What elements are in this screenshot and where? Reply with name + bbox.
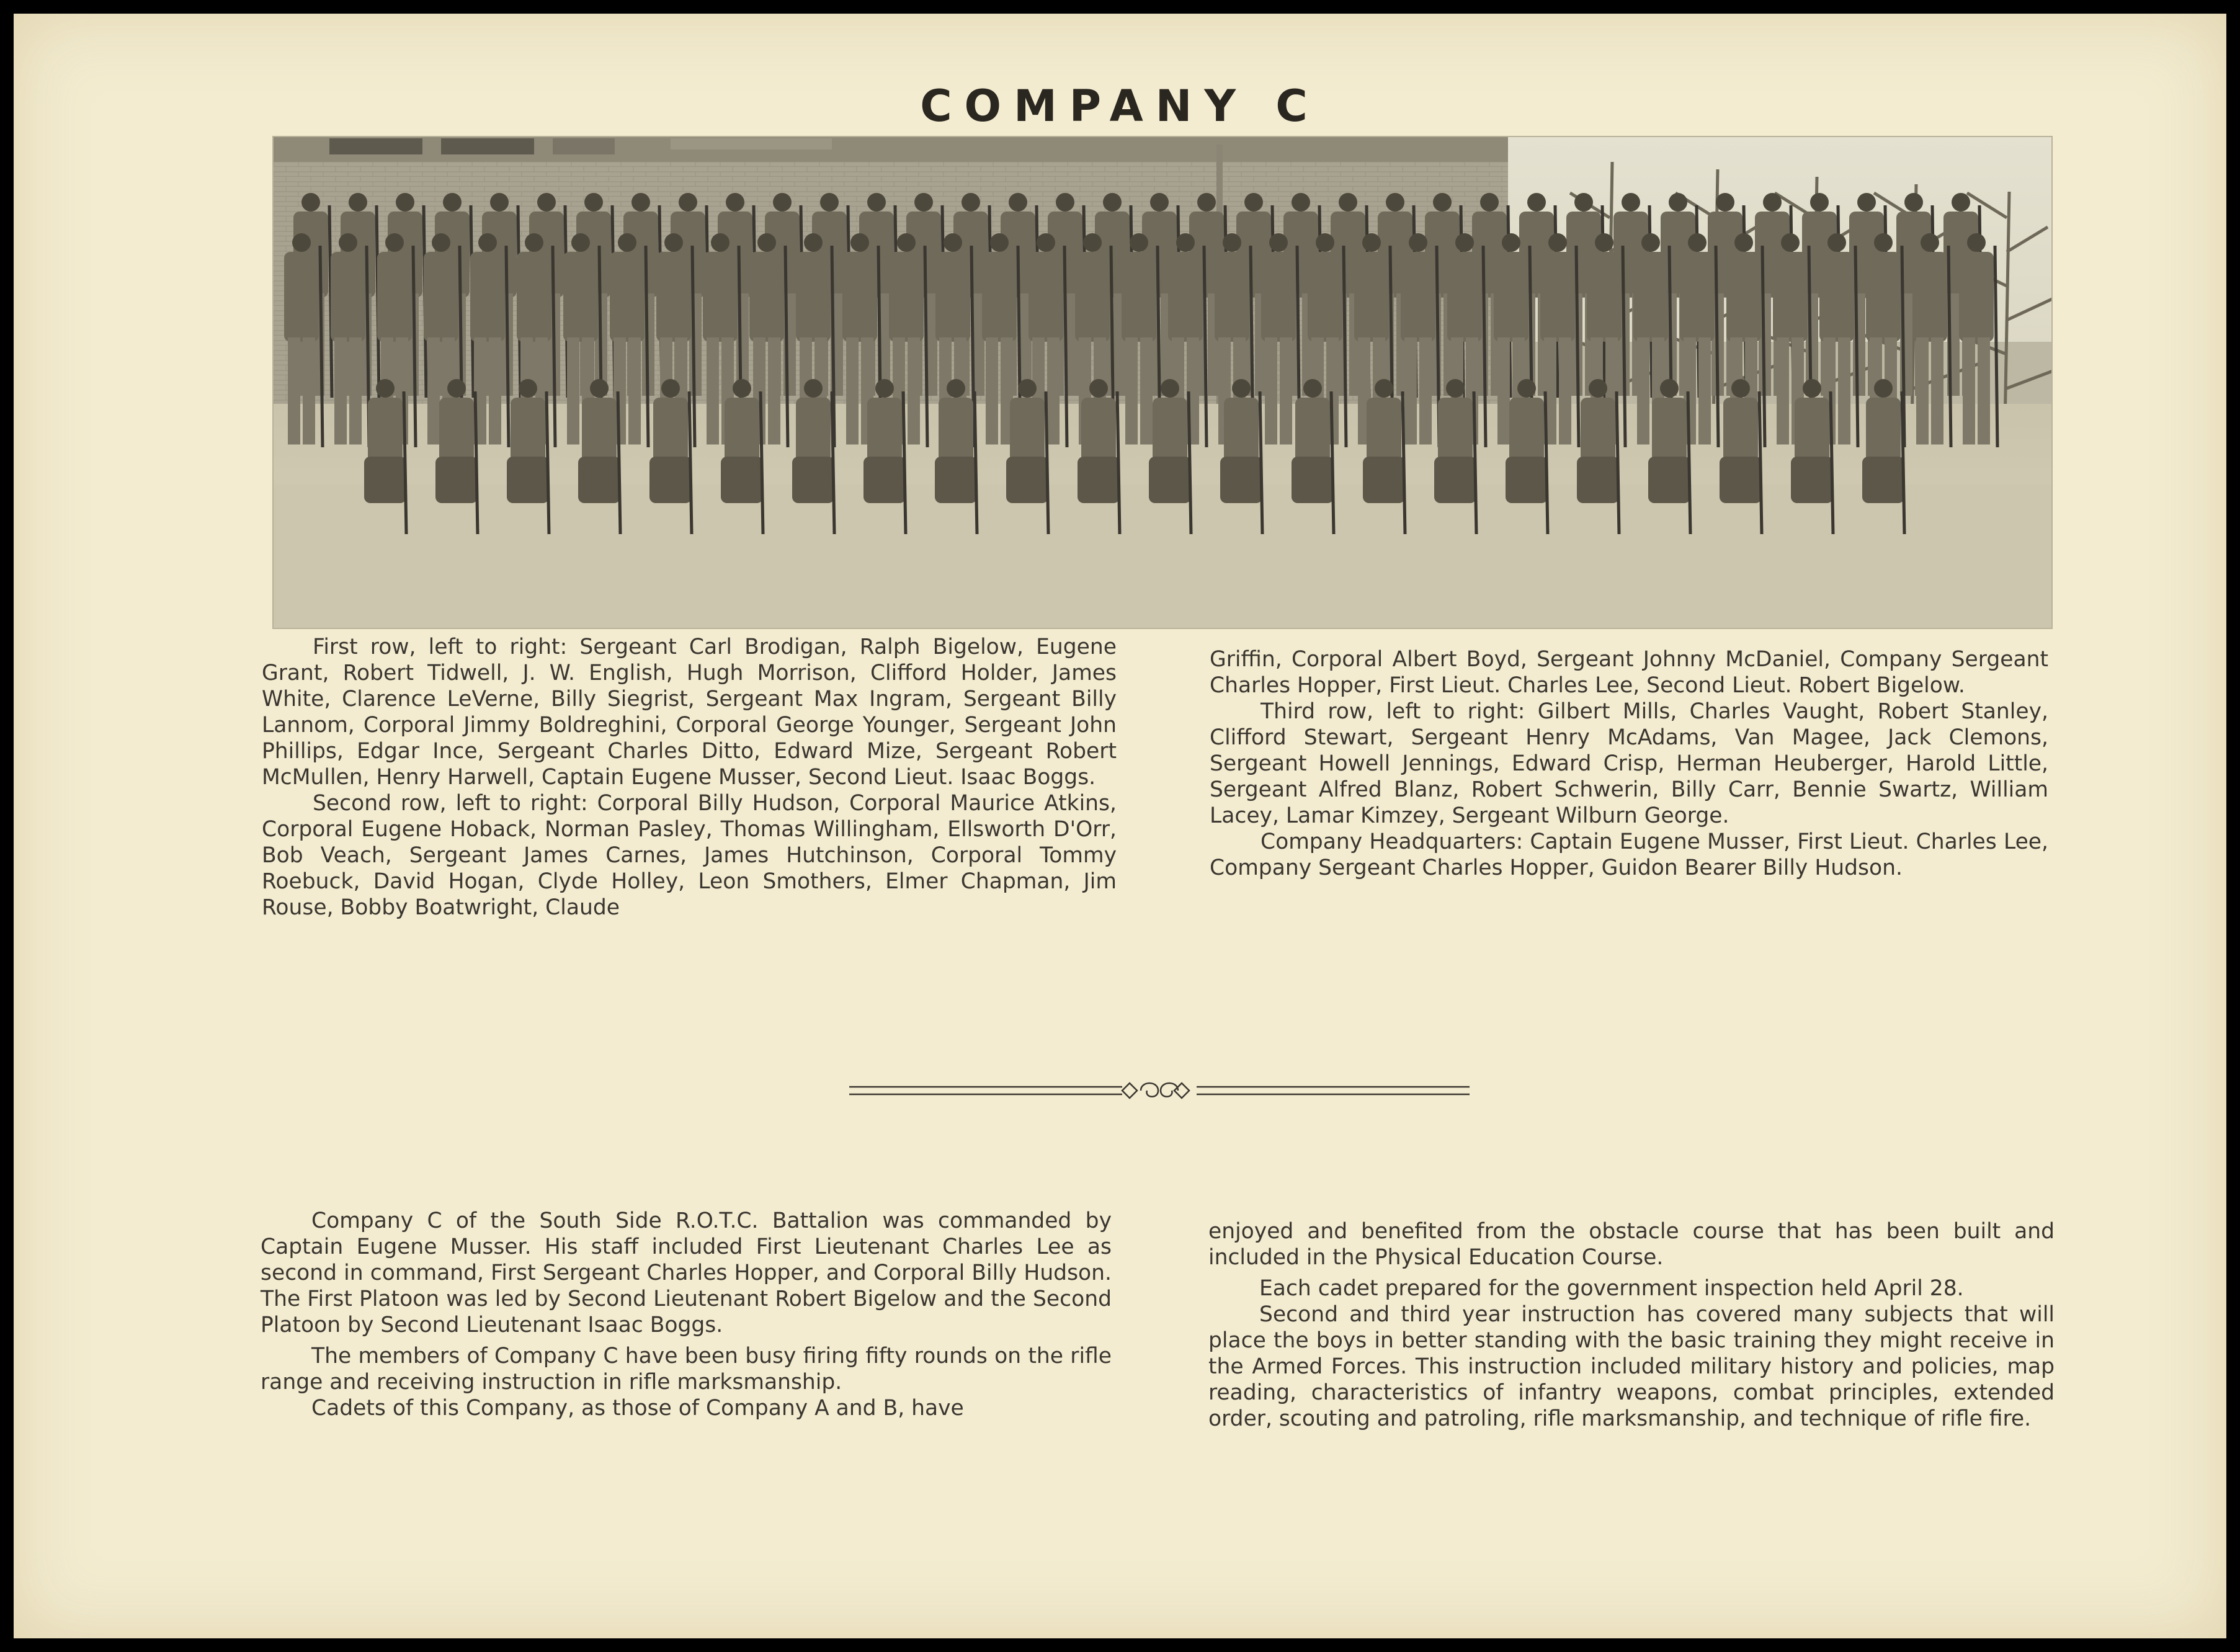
article-paragraph-5: Second and third year instruction has covered many subjects that will place the boys in better standing with the basic training they might receive in the Armed Forces. This instruction included military history and policies, map reading, characteristics of infantry weapons, combat principles, extended order, scouting and patroling, rifle marksmanship, and technique of rifle fire. [1208, 1302, 2055, 1431]
article-paragraph-2: The members of Company C have been busy firing fifty rounds on the rifle range and receiving instruction in rifle marksmanship. [261, 1344, 1112, 1395]
ornamental-divider [849, 1077, 1470, 1104]
page-title: COMPANY C [920, 81, 1320, 132]
caption-first-row: First row, left to right: Sergeant Carl Brodigan, Ralph Bigelow, Eugene Grant, Robert Tidwell, J. W. English, Hugh Morrison, Clifford Holder, James White, Clarence LeVerne, Billy Siegrist, Sergeant Max Ingram, Sergeant Billy Lannom, Corporal Jimmy Boldreghini, Corporal George Younger, Sergeant John Phillips, Edgar Ince, Sergeant Charles Ditto, Edward Mize, Sergeant Robert McMullen, Henry Harwell, Captain Eugene Musser, Second Lieut. Isaac Boggs. [262, 635, 1117, 790]
caption-column-left [262, 634, 1117, 921]
group-photo-image [274, 137, 2051, 628]
article-paragraph-3-continued: enjoyed and benefited from the obstacle course that has been built and included in the Physical Education Course. [1208, 1219, 2055, 1270]
company-group-photo [272, 136, 2053, 629]
article-paragraph-3: Cadets of this Company, as those of Company A and B, have [311, 1396, 964, 1421]
article-column-right [1208, 1218, 2055, 1432]
caption-second-row: Second row, left to right: Corporal Billy Hudson, Corporal Maurice Atkins, Corporal Eugene Hoback, Norman Pasley, Thomas Willingham, Ellsworth D'Orr, Bob Veach, Sergeant James Carnes, James Hutchinson, Corporal Tommy Roebuck, David Hogan, Clyde Holley, Leon Smothers, Elmer Chapman, Jim Rouse, Bobby Boatwright, Claude [262, 791, 1117, 920]
article-column-left [261, 1208, 1112, 1421]
caption-column-right [1210, 646, 2048, 881]
caption-headquarters: Company Headquarters: Captain Eugene Musser, First Lieut. Charles Lee, Company Sergeant Charles Hopper, Guidon Bearer Billy Hudson. [1210, 829, 2048, 880]
caption-third-row: Third row, left to right: Gilbert Mills, Charles Vaught, Robert Stanley, Clifford Stewart, Sergeant Henry McAdams, Van Magee, Jack Clemons, Sergeant Howell Jennings, Edward Crisp, Herman Heuberger, Harold Little, Sergeant Alfred Blanz, Robert Schwerin, Billy Carr, Bennie Swartz, William Lacey, Lamar Kimzey, Sergeant Wilburn George. [1210, 699, 2048, 828]
article-paragraph-4: Each cadet prepared for the government inspection held April 28. [1259, 1276, 1964, 1301]
article-paragraph-1: Company C of the South Side R.O.T.C. Battalion was commanded by Captain Eugene Musser. His staff included First Lieutenant Charles Lee as second in command, First Sergeant Charles Hopper, and Corporal Billy Hudson. The First Platoon was led by Second Lieutenant Robert Bigelow and the Second Platoon by Second Lieutenant Isaac Boggs. [261, 1208, 1112, 1337]
caption-second-row-continued: Griffin, Corporal Albert Boyd, Sergeant Johnny McDaniel, Company Sergeant Charles Hopper, First Lieut. Charles Lee, Second Lieut. Robert Bigelow. [1210, 647, 2048, 698]
yearbook-page [14, 14, 2226, 1638]
